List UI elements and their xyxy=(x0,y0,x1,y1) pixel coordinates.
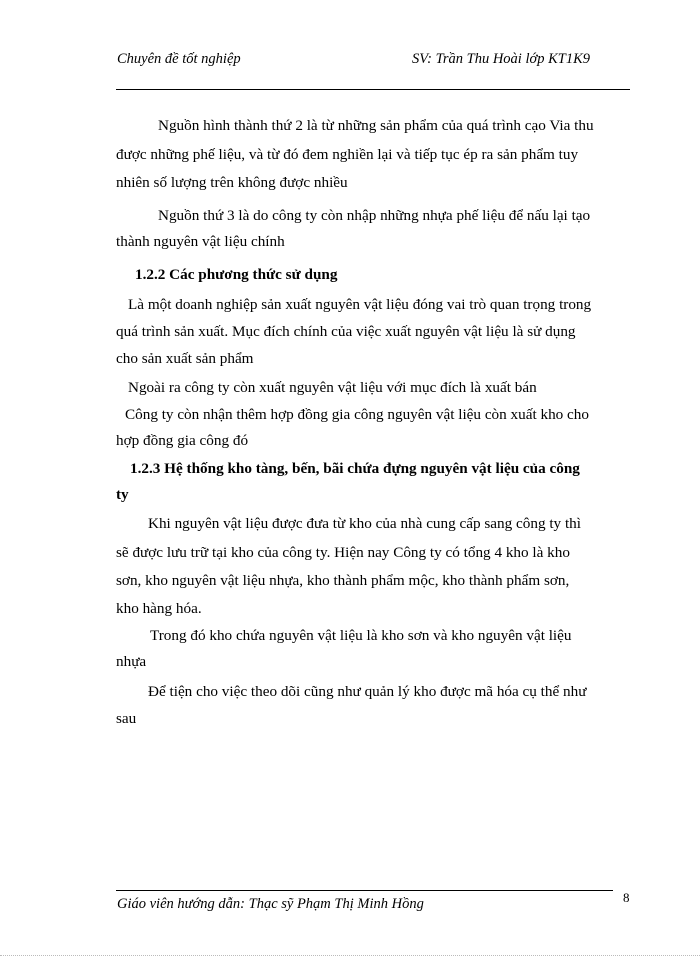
body-line: Nguồn hình thành thứ 2 là từ những sản phẩm của quá trình cạo Via thu xyxy=(158,117,594,134)
body-line: thành nguyên vật liệu chính xyxy=(116,233,285,250)
body-line: Công ty còn nhận thêm hợp đồng gia công nguyên vật liệu còn xuất kho cho xyxy=(125,406,589,423)
section-heading: ty xyxy=(116,486,129,503)
section-heading: 1.2.3 Hệ thống kho tàng, bến, bãi chứa đựng nguyên vật liệu của công xyxy=(130,460,580,477)
body-line: Nguồn thứ 3 là do công ty còn nhập những nhựa phế liệu để nấu lại tạo xyxy=(158,207,591,224)
body-line: nhiên số lượng trên không được nhiều xyxy=(116,174,348,191)
body-line: kho hàng hóa. xyxy=(116,600,202,617)
body-line: Khi nguyên vật liệu được đưa từ kho của nhà cung cấp sang công ty thì xyxy=(148,515,581,532)
body-line: sơn, kho nguyên vật liệu nhựa, kho thành phẩm mộc, kho thành phẩm sơn, xyxy=(116,572,570,589)
header-divider xyxy=(116,89,630,90)
footer-divider xyxy=(116,890,613,891)
footer-supervisor: Giáo viên hướng dẫn: Thạc sỹ Phạm Thị Minh Hồng xyxy=(117,896,424,912)
body-line: Trong đó kho chứa nguyên vật liệu là kho sơn và kho nguyên vật liệu xyxy=(150,627,572,644)
body-line: sau xyxy=(116,710,137,727)
page-header-left: Chuyên đề tốt nghiệp xyxy=(117,51,241,67)
page-header-right: SV: Trần Thu Hoài lớp KT1K9 xyxy=(412,51,591,67)
body-line: sẽ được lưu trữ tại kho của công ty. Hiện nay Công ty có tổng 4 kho là kho xyxy=(116,544,570,561)
body-line: Ngoài ra công ty còn xuất nguyên vật liệu với mục đích là xuất bán xyxy=(128,379,537,396)
page-bottom-edge xyxy=(0,955,700,956)
body-line: Để tiện cho việc theo dõi cũng như quản lý kho được mã hóa cụ thể như xyxy=(148,683,587,700)
body-line: Là một doanh nghiệp sản xuất nguyên vật liệu đóng vai trò quan trọng trong xyxy=(128,296,592,313)
body-line: cho sản xuất sản phẩm xyxy=(116,350,254,367)
body-line: được những phế liệu, và từ đó đem nghiền lại và tiếp tục ép ra sản phẩm tuy xyxy=(116,146,579,163)
section-heading: 1.2.2 Các phương thức sử dụng xyxy=(135,266,338,283)
body-line: nhựa xyxy=(116,653,147,670)
page-number: 8 xyxy=(623,890,630,905)
body-line: quá trình sản xuất. Mục đích chính của việc xuất nguyên vật liệu là sử dụng xyxy=(116,323,576,340)
body-line: hợp đồng gia công đó xyxy=(116,432,249,449)
